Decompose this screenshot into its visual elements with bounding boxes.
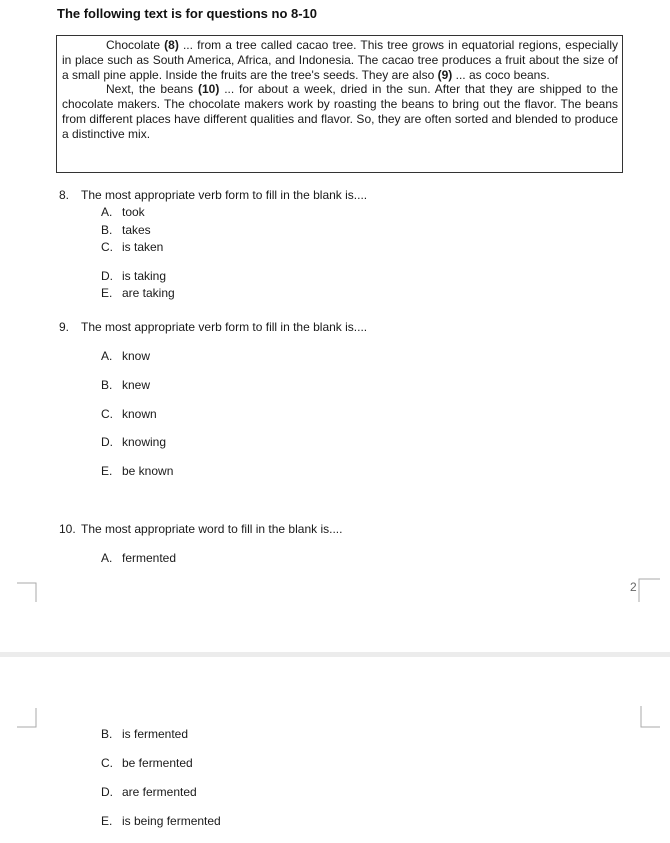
option-text: be fermented xyxy=(122,756,193,770)
option-text: is being fermented xyxy=(122,814,221,828)
option-10c[interactable] xyxy=(101,756,193,770)
blank-marker-10: (10) xyxy=(197,82,220,97)
question-text: The most appropriate verb form to fill in the blank is.... xyxy=(81,188,368,202)
question-number: 10. xyxy=(59,522,76,536)
page-separator xyxy=(0,652,670,657)
option-9b[interactable] xyxy=(101,378,150,392)
option-text: is taken xyxy=(122,240,164,254)
crop-mark-top-right xyxy=(638,706,662,730)
option-8a[interactable] xyxy=(101,205,145,219)
option-10e[interactable] xyxy=(101,814,221,828)
option-letter: D. xyxy=(101,785,113,799)
option-text: known xyxy=(122,407,157,421)
passage-paragraph-2 xyxy=(62,82,618,141)
option-letter: D. xyxy=(101,269,113,283)
option-text: knew xyxy=(122,378,151,392)
option-letter: A. xyxy=(101,551,113,565)
question-text: The most appropriate verb form to fill in the blank is.... xyxy=(81,320,368,334)
question-8 xyxy=(59,188,367,202)
option-letter: C. xyxy=(101,407,113,421)
option-letter: A. xyxy=(101,349,113,363)
question-text: The most appropriate word to fill in the blank is.... xyxy=(81,522,343,536)
blank-marker-9: (9) xyxy=(437,67,453,82)
option-letter: B. xyxy=(101,378,113,392)
option-letter: C. xyxy=(101,240,113,254)
passage-text: ... from a tree called cacao tree. This tree grows in equatorial regions, especially in place such as South America, Africa, and Indonesia. The cacao tree produces a fruit about the size of a small pine apple. Inside the fruits are the tree's seeds. They are also xyxy=(62,38,618,82)
passage-text: ... for about a week, dried in the sun. After that they are shipped to the chocolate makers. The chocolate makers work by roasting the beans to bring out the flavor. The beans from different places have different qualities and flavor. So, they are often sorted and blended to produce a distinctive mix. xyxy=(62,82,619,141)
option-letter: B. xyxy=(101,727,113,741)
option-text: fermented xyxy=(122,551,177,565)
option-letter: E. xyxy=(101,286,113,300)
option-letter: E. xyxy=(101,464,113,478)
option-text: took xyxy=(122,205,145,219)
question-number: 8. xyxy=(59,188,70,202)
option-text: are taking xyxy=(122,286,175,300)
blank-marker-8: (8) xyxy=(164,38,179,52)
option-text: are fermented xyxy=(122,785,197,799)
crop-mark-bottom-left xyxy=(17,582,39,604)
option-9a[interactable] xyxy=(101,349,150,363)
reading-passage xyxy=(56,35,623,173)
option-8e[interactable] xyxy=(101,286,175,300)
option-8b[interactable] xyxy=(101,223,151,237)
passage-paragraph-1 xyxy=(62,38,618,82)
option-10d[interactable] xyxy=(101,785,197,799)
option-text: knowing xyxy=(122,435,167,449)
option-letter: A. xyxy=(101,205,113,219)
option-text: know xyxy=(122,349,151,363)
option-letter: B. xyxy=(101,223,113,237)
option-text: takes xyxy=(122,223,151,237)
crop-mark-top-left xyxy=(17,708,39,730)
option-letter: E. xyxy=(101,814,113,828)
option-letter: C. xyxy=(101,756,113,770)
passage-text: ... as coco beans. xyxy=(452,67,550,82)
crop-mark-bottom-right xyxy=(638,578,662,604)
option-text: is fermented xyxy=(122,727,189,741)
question-10 xyxy=(59,522,342,536)
option-text: is taking xyxy=(122,269,167,283)
option-10a[interactable] xyxy=(101,551,176,565)
option-letter: D. xyxy=(101,435,113,449)
page-heading: The following text is for questions no 8-10 xyxy=(57,6,318,21)
option-8d[interactable] xyxy=(101,269,166,283)
option-text: be known xyxy=(122,464,174,478)
passage-text: Next, the beans xyxy=(106,82,198,97)
passage-text: Chocolate xyxy=(106,38,165,52)
option-9e[interactable] xyxy=(101,464,173,478)
option-9d[interactable] xyxy=(101,435,166,449)
question-9 xyxy=(59,320,367,334)
page-number: 2 xyxy=(630,580,637,594)
option-10b[interactable] xyxy=(101,727,188,741)
option-9c[interactable] xyxy=(101,407,157,421)
question-number: 9. xyxy=(59,320,70,334)
option-8c[interactable] xyxy=(101,240,163,254)
